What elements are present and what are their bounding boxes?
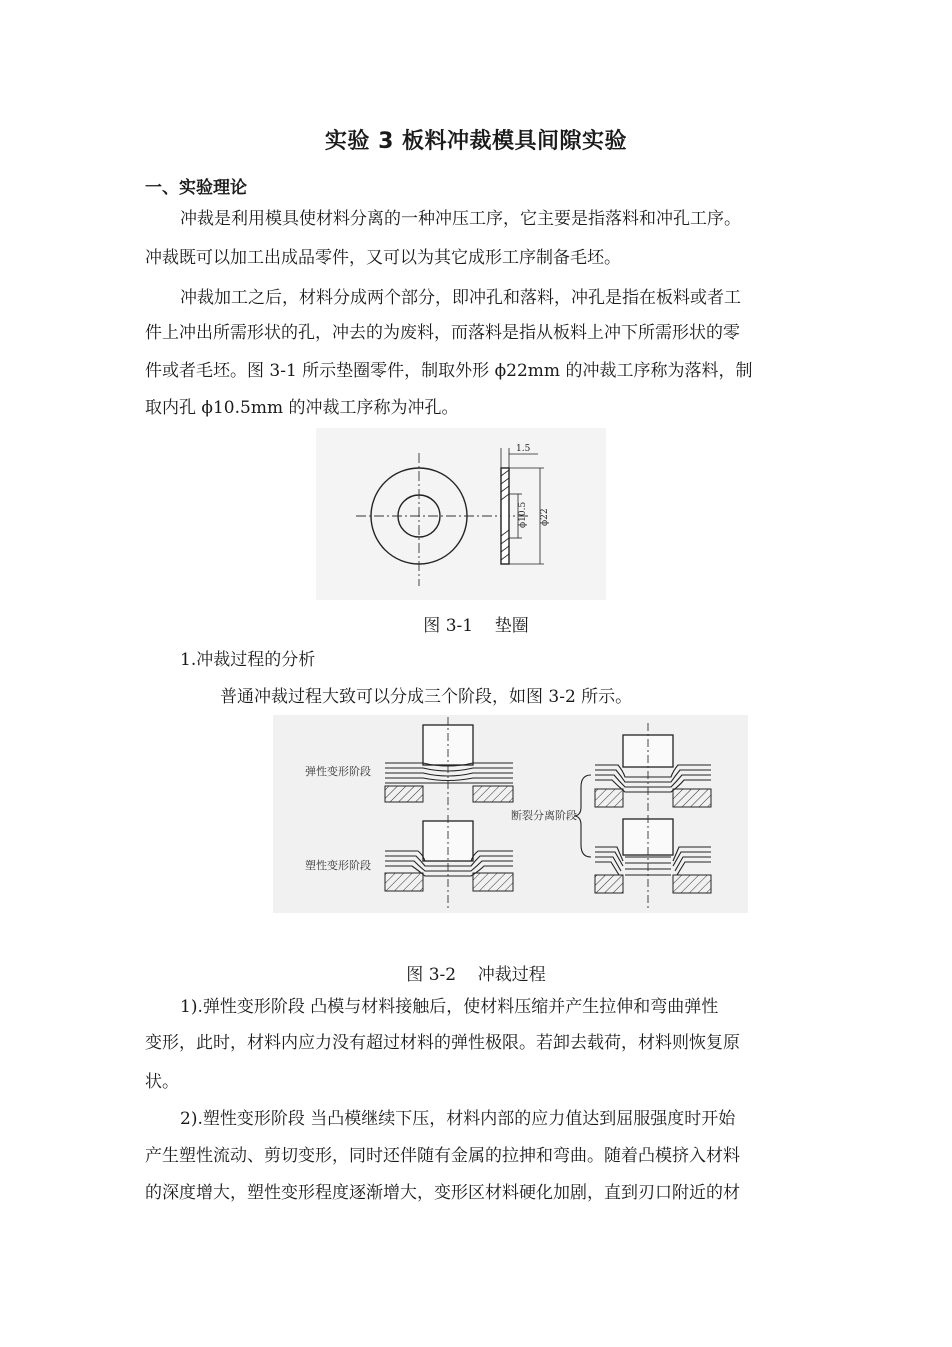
figure-caption-3-1: 图 3-1 垫圈 (423, 616, 529, 636)
paragraph-line: 状。 (145, 1072, 179, 1092)
stage-fracture-drawing-bottom (595, 815, 711, 911)
paragraph-line: 1).弹性变形阶段 凸模与材料接触后，使材料压缩并产生拉伸和弯曲弹性 (180, 997, 719, 1017)
punching-process-drawing (273, 715, 748, 913)
label-elastic-stage: 弹性变形阶段 (305, 765, 371, 778)
stage-elastic-drawing (385, 717, 513, 813)
stage-plastic-drawing (385, 815, 513, 911)
stage-fracture-drawing-top (595, 723, 711, 813)
washer-drawing (316, 428, 606, 600)
figure-washer (316, 428, 606, 600)
paragraph-line: 产生塑性流动、剪切变形，同时还伴随有金属的拉抻和弯曲。随着凸模挤入材料 (145, 1146, 740, 1166)
page-title: 实验 3 板料冲裁模具间隙实验 (324, 129, 628, 154)
paragraph-line: 件或者毛坯。图 3-1 所示垫圈零件，制取外形 ϕ22mm 的冲裁工序称为落料，制 (145, 361, 753, 381)
dim-thickness-label: 1.5 (516, 444, 531, 454)
paragraph-line: 普通冲裁过程大致可以分成三个阶段，如图 3-2 所示。 (220, 687, 633, 707)
dim-outer-diameter-label: ϕ22 (540, 508, 550, 526)
paragraph-line: 冲裁是利用模具使材料分离的一种冲压工序，它主要是指落料和冲孔工序。 (180, 209, 741, 229)
paragraph-line: 的深度增大，塑性变形程度逐渐增大，变形区材料硬化加剧，直到刃口附近的材 (145, 1183, 740, 1203)
fracture-brace (575, 775, 591, 857)
dim-inner-diameter-label: ϕ10.5 (518, 501, 528, 528)
label-fracture-stage: 断裂分离阶段 (511, 809, 577, 822)
paragraph-line: 2).塑性变形阶段 当凸模继续下压，材料内部的应力值达到屈服强度时开始 (180, 1109, 736, 1129)
section-heading-theory: 一、实验理论 (145, 178, 247, 198)
figure-punching-process (273, 715, 748, 913)
label-plastic-stage: 塑性变形阶段 (305, 859, 371, 872)
paragraph-line: 冲裁既可以加工出成品零件，又可以为其它成形工序制备毛坯。 (145, 248, 621, 268)
paragraph-line: 取内孔 ϕ10.5mm 的冲裁工序称为冲孔。 (145, 398, 459, 418)
washer-section (501, 468, 509, 564)
subsection-heading: 1.冲裁过程的分析 (180, 650, 316, 670)
paragraph-line: 变形，此时，材料内应力没有超过材料的弹性极限。若卸去载荷，材料则恢复原 (145, 1033, 740, 1053)
figure-caption-3-2: 图 3-2 冲裁过程 (406, 965, 546, 985)
paragraph-line: 件上冲出所需形状的孔，冲去的为废料，而落料是指从板料上冲下所需形状的零 (145, 323, 740, 343)
paragraph-line: 冲裁加工之后，材料分成两个部分，即冲孔和落料，冲孔是指在板料或者工 (180, 288, 741, 308)
